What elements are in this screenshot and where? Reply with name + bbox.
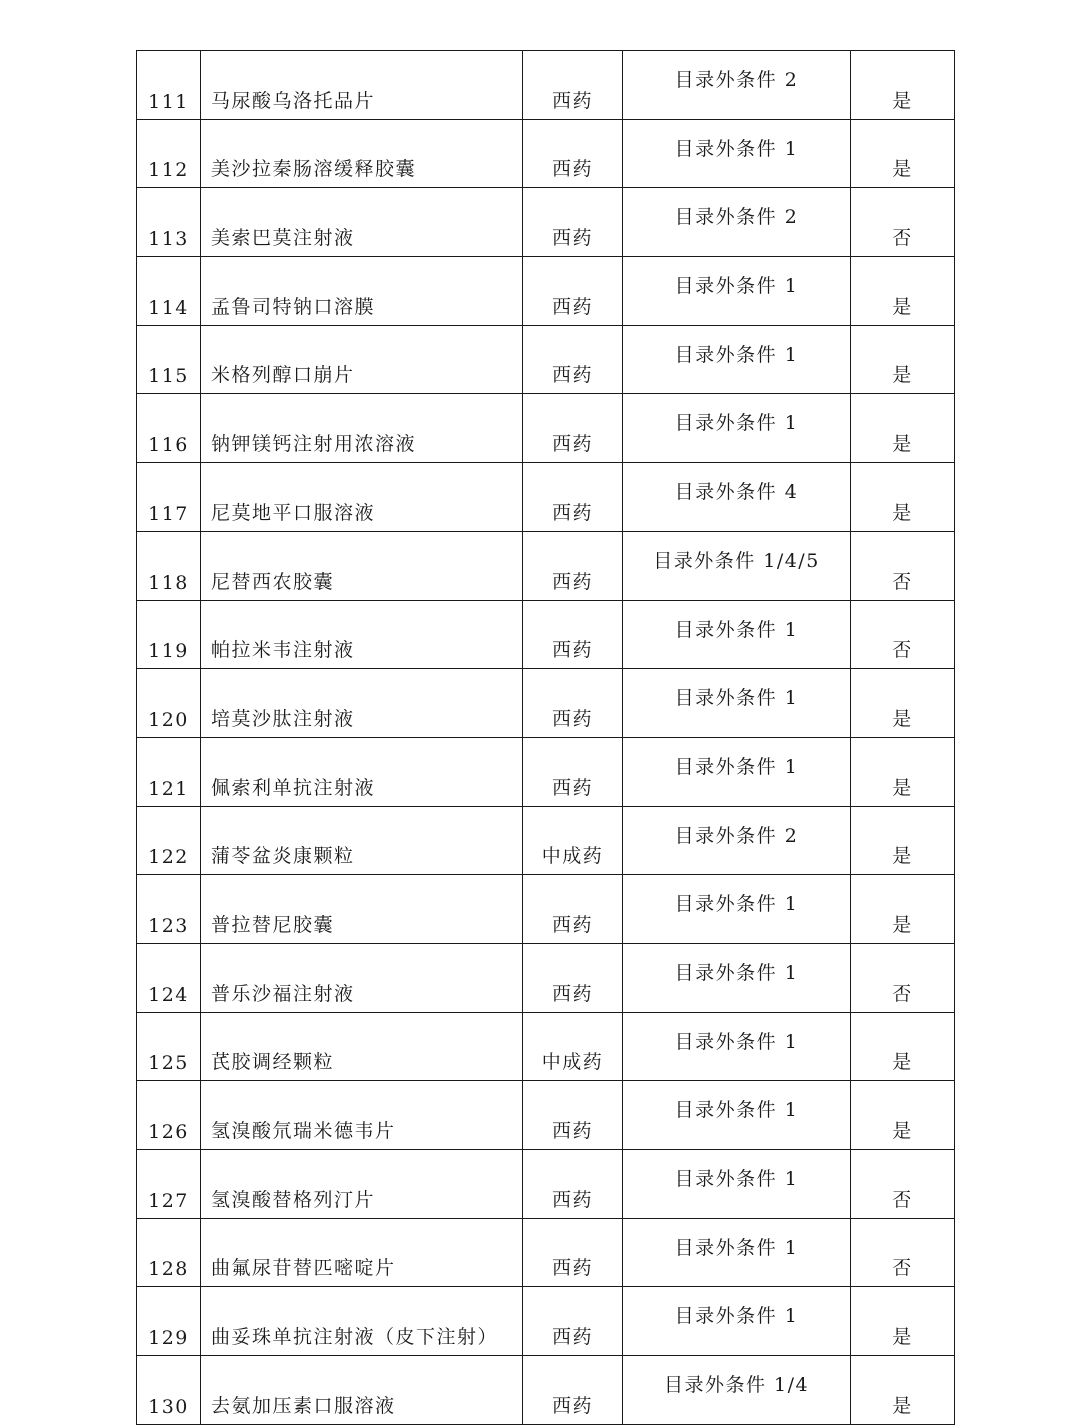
- flag: 是: [851, 1081, 955, 1150]
- drug-name: 芪胶调经颗粒: [201, 1012, 523, 1081]
- table-row: [137, 1356, 955, 1425]
- condition: 目录外条件 1: [623, 1012, 851, 1081]
- table-row: [137, 1150, 955, 1219]
- table-row: [137, 1218, 955, 1287]
- table-row: [137, 737, 955, 806]
- flag: 否: [851, 531, 955, 600]
- flag: 是: [851, 325, 955, 394]
- condition: 目录外条件 1: [623, 394, 851, 463]
- drug-type: 西药: [523, 1218, 623, 1287]
- row-number: 122: [137, 806, 201, 875]
- flag: 否: [851, 943, 955, 1012]
- table-row: [137, 943, 955, 1012]
- drug-name: 佩索利单抗注射液: [201, 737, 523, 806]
- table-row: [137, 1012, 955, 1081]
- condition: 目录外条件 1: [623, 119, 851, 188]
- drug-type: 西药: [523, 119, 623, 188]
- condition: 目录外条件 1: [623, 257, 851, 326]
- drug-name: 美索巴莫注射液: [201, 188, 523, 257]
- row-number: 119: [137, 600, 201, 669]
- condition: 目录外条件 1: [623, 737, 851, 806]
- row-number: 123: [137, 875, 201, 944]
- table-row: [137, 119, 955, 188]
- condition: 目录外条件 1: [623, 669, 851, 738]
- condition: 目录外条件 1: [623, 1150, 851, 1219]
- condition: 目录外条件 4: [623, 463, 851, 532]
- row-number: 117: [137, 463, 201, 532]
- flag: 是: [851, 737, 955, 806]
- row-number: 127: [137, 1150, 201, 1219]
- drug-name: 美沙拉秦肠溶缓释胶囊: [201, 119, 523, 188]
- condition: 目录外条件 2: [623, 51, 851, 120]
- row-number: 112: [137, 119, 201, 188]
- drug-type: 西药: [523, 188, 623, 257]
- flag: 否: [851, 188, 955, 257]
- condition: 目录外条件 2: [623, 806, 851, 875]
- condition: 目录外条件 1: [623, 325, 851, 394]
- table-row: [137, 394, 955, 463]
- table-row: [137, 188, 955, 257]
- row-number: 118: [137, 531, 201, 600]
- table-row: [137, 463, 955, 532]
- flag: 是: [851, 806, 955, 875]
- drug-name: 培莫沙肽注射液: [201, 669, 523, 738]
- row-number: 128: [137, 1218, 201, 1287]
- row-number: 111: [137, 51, 201, 120]
- drug-name: 孟鲁司特钠口溶膜: [201, 257, 523, 326]
- drug-name: 马尿酸乌洛托品片: [201, 51, 523, 120]
- row-number: 125: [137, 1012, 201, 1081]
- flag: 是: [851, 875, 955, 944]
- drug-type: 西药: [523, 669, 623, 738]
- drug-type: 西药: [523, 325, 623, 394]
- drug-name: 曲氟尿苷替匹嘧啶片: [201, 1218, 523, 1287]
- row-number: 121: [137, 737, 201, 806]
- drug-name: 去氨加压素口服溶液: [201, 1356, 523, 1425]
- drug-type: 西药: [523, 737, 623, 806]
- flag: 是: [851, 257, 955, 326]
- table-row: [137, 325, 955, 394]
- row-number: 120: [137, 669, 201, 738]
- flag: 否: [851, 1218, 955, 1287]
- table-row: [137, 531, 955, 600]
- condition: 目录外条件 1/4: [623, 1356, 851, 1425]
- row-number: 113: [137, 188, 201, 257]
- flag: 是: [851, 119, 955, 188]
- drug-name: 普拉替尼胶囊: [201, 875, 523, 944]
- drug-name: 帕拉米韦注射液: [201, 600, 523, 669]
- row-number: 129: [137, 1287, 201, 1356]
- row-number: 130: [137, 1356, 201, 1425]
- drug-name: 曲妥珠单抗注射液（皮下注射）: [201, 1287, 523, 1356]
- flag: 是: [851, 51, 955, 120]
- drug-name: 钠钾镁钙注射用浓溶液: [201, 394, 523, 463]
- flag: 是: [851, 1287, 955, 1356]
- flag: 是: [851, 669, 955, 738]
- drug-type: 西药: [523, 394, 623, 463]
- drug-type: 西药: [523, 51, 623, 120]
- flag: 是: [851, 463, 955, 532]
- drug-type: 西药: [523, 600, 623, 669]
- condition: 目录外条件 1: [623, 600, 851, 669]
- flag: 是: [851, 394, 955, 463]
- table-body: [137, 51, 955, 1425]
- table-row: [137, 51, 955, 120]
- drug-type: 西药: [523, 1356, 623, 1425]
- row-number: 115: [137, 325, 201, 394]
- drug-type: 西药: [523, 1287, 623, 1356]
- flag: 否: [851, 1150, 955, 1219]
- drug-type: 西药: [523, 463, 623, 532]
- drug-name: 氢溴酸氘瑞米德韦片: [201, 1081, 523, 1150]
- condition: 目录外条件 1/4/5: [623, 531, 851, 600]
- drug-type: 中成药: [523, 1012, 623, 1081]
- table-row: [137, 806, 955, 875]
- table-row: [137, 875, 955, 944]
- row-number: 114: [137, 257, 201, 326]
- condition: 目录外条件 1: [623, 875, 851, 944]
- drug-name: 尼莫地平口服溶液: [201, 463, 523, 532]
- drug-name: 蒲苓盆炎康颗粒: [201, 806, 523, 875]
- flag: 否: [851, 600, 955, 669]
- drug-type: 西药: [523, 1150, 623, 1219]
- drug-type: 西药: [523, 943, 623, 1012]
- drug-type: 西药: [523, 1081, 623, 1150]
- row-number: 124: [137, 943, 201, 1012]
- drug-name: 氢溴酸替格列汀片: [201, 1150, 523, 1219]
- table-row: [137, 669, 955, 738]
- table-row: [137, 600, 955, 669]
- row-number: 116: [137, 394, 201, 463]
- condition: 目录外条件 1: [623, 943, 851, 1012]
- condition: 目录外条件 1: [623, 1081, 851, 1150]
- drug-name: 普乐沙福注射液: [201, 943, 523, 1012]
- flag: 是: [851, 1356, 955, 1425]
- drug-type: 西药: [523, 875, 623, 944]
- drug-type: 西药: [523, 257, 623, 326]
- condition: 目录外条件 2: [623, 188, 851, 257]
- drug-name: 尼替西农胶囊: [201, 531, 523, 600]
- drug-type: 西药: [523, 531, 623, 600]
- drug-type: 中成药: [523, 806, 623, 875]
- condition: 目录外条件 1: [623, 1287, 851, 1356]
- row-number: 126: [137, 1081, 201, 1150]
- condition: 目录外条件 1: [623, 1218, 851, 1287]
- drug-list-table: [136, 50, 955, 1425]
- drug-name: 米格列醇口崩片: [201, 325, 523, 394]
- table-row: [137, 1081, 955, 1150]
- table-row: [137, 1287, 955, 1356]
- flag: 是: [851, 1012, 955, 1081]
- table-row: [137, 257, 955, 326]
